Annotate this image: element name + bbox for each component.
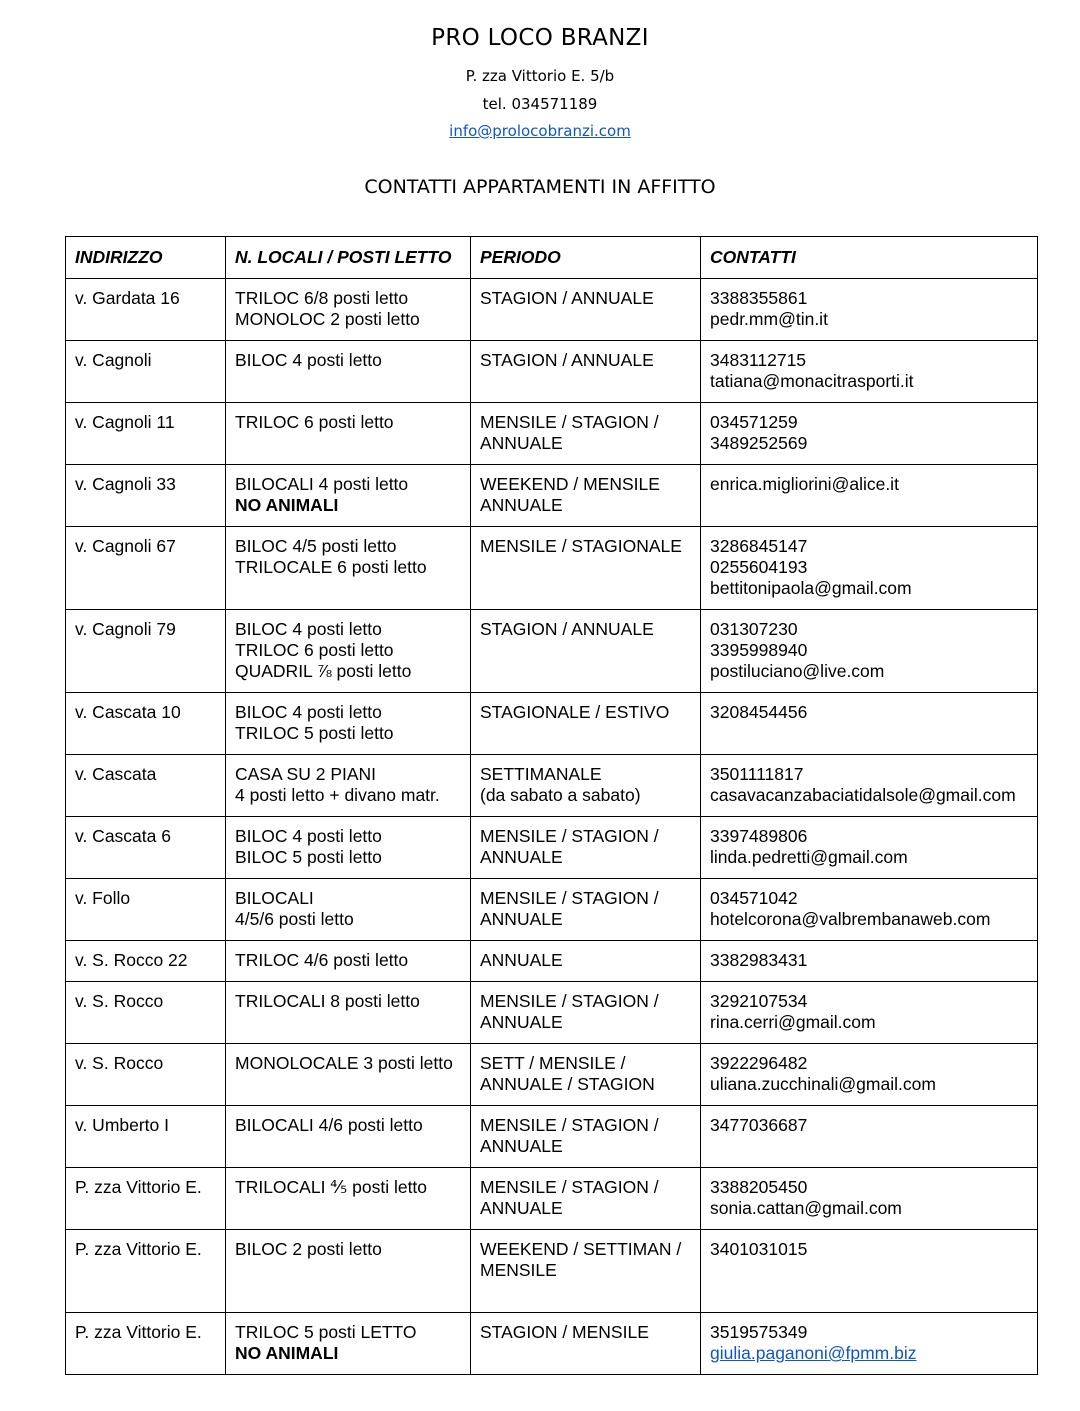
period-cell bbox=[471, 879, 701, 941]
period-line: MENSILE / STAGIONALE bbox=[480, 536, 682, 556]
table-row bbox=[66, 610, 1038, 693]
contacts-cell bbox=[701, 1044, 1038, 1106]
period-line: ANNUALE bbox=[480, 1136, 563, 1156]
rooms-cell bbox=[226, 1168, 471, 1230]
contacts-line: 3519575349 bbox=[710, 1322, 808, 1342]
contacts-line: 3286845147 bbox=[710, 536, 808, 556]
period-cell bbox=[471, 755, 701, 817]
contacts-cell bbox=[701, 465, 1038, 527]
address-cell: P. zza Vittorio E. bbox=[66, 1230, 226, 1313]
contacts-cell bbox=[701, 1168, 1038, 1230]
period-line: (da sabato a sabato) bbox=[480, 785, 641, 805]
rooms-line: TRILOC 6 posti letto bbox=[235, 640, 394, 660]
period-line: SETT / MENSILE / bbox=[480, 1053, 626, 1073]
contacts-line: 3395998940 bbox=[710, 640, 808, 660]
rooms-line: TRILOCALI ⅘ posti letto bbox=[235, 1177, 428, 1197]
contacts-cell bbox=[701, 1106, 1038, 1168]
column-header-address: INDIRIZZO bbox=[66, 237, 226, 279]
contacts-line: 034571259 bbox=[710, 412, 798, 432]
table-row bbox=[66, 1106, 1038, 1168]
address-cell: v. Cascata bbox=[66, 755, 226, 817]
contacts-line: 3489252569 bbox=[710, 433, 808, 453]
address-cell: v. S. Rocco 22 bbox=[66, 941, 226, 982]
period-line: ANNUALE bbox=[480, 495, 563, 515]
rooms-line: BILOC 2 posti letto bbox=[235, 1239, 382, 1259]
contacts-line: 3401031015 bbox=[710, 1239, 808, 1259]
contacts-line: 3382983431 bbox=[710, 950, 808, 970]
address-cell: v. Cascata 6 bbox=[66, 817, 226, 879]
rooms-line: TRILOC 4/6 posti letto bbox=[235, 950, 409, 970]
period-cell bbox=[471, 693, 701, 755]
period-cell bbox=[471, 1230, 701, 1313]
period-line: MENSILE / STAGION / bbox=[480, 991, 659, 1011]
address-cell: v. Cagnoli 11 bbox=[66, 403, 226, 465]
rooms-cell bbox=[226, 817, 471, 879]
contacts-line: enrica.migliorini@alice.it bbox=[710, 474, 899, 494]
contacts-line: tatiana@monacitrasporti.it bbox=[710, 371, 914, 391]
address-cell: v. S. Rocco bbox=[66, 1044, 226, 1106]
period-line: WEEKEND / SETTIMAN / bbox=[480, 1239, 682, 1259]
contacts-cell bbox=[701, 1230, 1038, 1313]
period-cell bbox=[471, 1313, 701, 1375]
period-cell bbox=[471, 817, 701, 879]
rentals-table bbox=[65, 236, 1038, 1375]
table-row bbox=[66, 1044, 1038, 1106]
table-row bbox=[66, 403, 1038, 465]
period-line: MENSILE / STAGION / bbox=[480, 888, 659, 908]
contacts-line: 031307230 bbox=[710, 619, 798, 639]
rooms-line: 4/5/6 posti letto bbox=[235, 909, 354, 929]
table-row bbox=[66, 755, 1038, 817]
period-line: ANNUALE bbox=[480, 433, 563, 453]
period-line: ANNUALE / STAGION bbox=[480, 1074, 655, 1094]
period-line: STAGION / ANNUALE bbox=[480, 350, 654, 370]
rooms-line: CASA SU 2 PIANI bbox=[235, 764, 377, 784]
rooms-line: BILOC 5 posti letto bbox=[235, 847, 382, 867]
table-row bbox=[66, 341, 1038, 403]
document-title: CONTATTI APPARTAMENTI IN AFFITTO bbox=[364, 176, 716, 198]
contacts-cell bbox=[701, 1313, 1038, 1375]
address-cell: v. Umberto I bbox=[66, 1106, 226, 1168]
period-cell bbox=[471, 465, 701, 527]
org-email bbox=[0, 122, 1080, 140]
rooms-cell bbox=[226, 527, 471, 610]
period-line: STAGION / ANNUALE bbox=[480, 619, 654, 639]
address-cell: v. Cagnoli bbox=[66, 341, 226, 403]
rooms-line: BILOCALI 4/6 posti letto bbox=[235, 1115, 423, 1135]
period-line: ANNUALE bbox=[480, 847, 563, 867]
period-cell bbox=[471, 982, 701, 1044]
period-cell bbox=[471, 341, 701, 403]
period-line: SETTIMANALE bbox=[480, 764, 602, 784]
rooms-cell bbox=[226, 465, 471, 527]
period-cell bbox=[471, 279, 701, 341]
address-cell: v. Cagnoli 79 bbox=[66, 610, 226, 693]
contacts-cell bbox=[701, 982, 1038, 1044]
rooms-line: BILOCALI 4 posti letto bbox=[235, 474, 409, 494]
address-cell: P. zza Vittorio E. bbox=[66, 1168, 226, 1230]
rooms-line: QUADRIL ⅞ posti letto bbox=[235, 661, 412, 681]
rooms-line: BILOCALI bbox=[235, 888, 314, 908]
table-row bbox=[66, 693, 1038, 755]
contacts-line: bettitonipaola@gmail.com bbox=[710, 578, 912, 598]
rooms-cell bbox=[226, 879, 471, 941]
contacts-line: 0255604193 bbox=[710, 557, 808, 577]
org-email-link[interactable]: info@prolocobranzi.com bbox=[449, 122, 631, 140]
rooms-cell bbox=[226, 610, 471, 693]
table-row bbox=[66, 527, 1038, 610]
table-row bbox=[66, 982, 1038, 1044]
contacts-cell bbox=[701, 879, 1038, 941]
period-line: MENSILE / STAGION / bbox=[480, 1115, 659, 1135]
period-cell bbox=[471, 610, 701, 693]
rooms-line: BILOC 4 posti letto bbox=[235, 702, 382, 722]
contacts-line: 3477036687 bbox=[710, 1115, 808, 1135]
column-header-contacts: CONTATTI bbox=[701, 237, 1038, 279]
period-line: MENSILE / STAGION / bbox=[480, 1177, 659, 1197]
period-line: STAGION / ANNUALE bbox=[480, 288, 654, 308]
rooms-line: BILOC 4 posti letto bbox=[235, 619, 382, 639]
contacts-line: 3397489806 bbox=[710, 826, 808, 846]
contacts-line: casavacanzabaciatidalsole@gmail.com bbox=[710, 785, 1016, 805]
column-header-rooms: N. LOCALI / POSTI LETTO bbox=[226, 237, 471, 279]
rooms-cell bbox=[226, 1230, 471, 1313]
table-row bbox=[66, 879, 1038, 941]
period-line: ANNUALE bbox=[480, 1012, 563, 1032]
contacts-line: 3501111817 bbox=[710, 764, 804, 784]
rooms-cell bbox=[226, 941, 471, 982]
period-cell bbox=[471, 941, 701, 982]
rooms-line: 4 posti letto + divano matr. bbox=[235, 785, 440, 805]
contacts-line: rina.cerri@gmail.com bbox=[710, 1012, 876, 1032]
table-header-row bbox=[66, 237, 1038, 279]
contacts-cell bbox=[701, 403, 1038, 465]
rooms-line: TRILOC 5 posti letto bbox=[235, 723, 394, 743]
period-cell bbox=[471, 403, 701, 465]
rooms-line: TRILOCALI 8 posti letto bbox=[235, 991, 420, 1011]
contacts-cell bbox=[701, 693, 1038, 755]
contacts-cell bbox=[701, 527, 1038, 610]
period-line: STAGION / MENSILE bbox=[480, 1322, 649, 1342]
address-cell: v. S. Rocco bbox=[66, 982, 226, 1044]
contacts-cell bbox=[701, 755, 1038, 817]
period-line: STAGIONALE / ESTIVO bbox=[480, 702, 670, 722]
rooms-line: NO ANIMALI bbox=[235, 1343, 339, 1363]
contacts-cell bbox=[701, 279, 1038, 341]
rooms-cell bbox=[226, 403, 471, 465]
contacts-line: 3388355861 bbox=[710, 288, 808, 308]
address-cell: v. Cascata 10 bbox=[66, 693, 226, 755]
contacts-line: 3292107534 bbox=[710, 991, 808, 1011]
period-line: MENSILE / STAGION / bbox=[480, 826, 659, 846]
contacts-line: 3922296482 bbox=[710, 1053, 808, 1073]
contacts-line: 3388205450 bbox=[710, 1177, 808, 1197]
table-row bbox=[66, 1313, 1038, 1375]
rooms-cell bbox=[226, 755, 471, 817]
rooms-cell bbox=[226, 279, 471, 341]
table-row bbox=[66, 817, 1038, 879]
period-cell bbox=[471, 1106, 701, 1168]
rooms-cell bbox=[226, 1106, 471, 1168]
rooms-cell bbox=[226, 341, 471, 403]
period-line: ANNUALE bbox=[480, 950, 563, 970]
contacts-line: hotelcorona@valbrembanaweb.com bbox=[710, 909, 991, 929]
org-phone: tel. 034571189 bbox=[482, 95, 598, 113]
rooms-line: BILOC 4/5 posti letto bbox=[235, 536, 397, 556]
table-row bbox=[66, 941, 1038, 982]
rooms-line: TRILOC 6/8 posti letto bbox=[235, 288, 409, 308]
period-line: WEEKEND / MENSILE bbox=[480, 474, 660, 494]
contacts-cell bbox=[701, 817, 1038, 879]
period-cell bbox=[471, 1044, 701, 1106]
period-line: ANNUALE bbox=[480, 1198, 563, 1218]
contacts-cell bbox=[701, 341, 1038, 403]
rooms-line: BILOC 4 posti letto bbox=[235, 826, 382, 846]
rooms-line: BILOC 4 posti letto bbox=[235, 350, 382, 370]
period-line: MENSILE bbox=[480, 1260, 557, 1280]
contacts-line: sonia.cattan@gmail.com bbox=[710, 1198, 902, 1218]
contacts-cell bbox=[701, 941, 1038, 982]
org-address: P. zza Vittorio E. 5/b bbox=[465, 67, 615, 85]
rooms-line: MONOLOCALE 3 posti letto bbox=[235, 1053, 453, 1073]
contacts-line: 034571042 bbox=[710, 888, 798, 908]
table-row bbox=[66, 1230, 1038, 1313]
rooms-line: TRILOC 6 posti letto bbox=[235, 412, 394, 432]
contacts-line: postiluciano@live.com bbox=[710, 661, 885, 681]
rooms-cell bbox=[226, 693, 471, 755]
rooms-line: NO ANIMALI bbox=[235, 495, 339, 515]
contacts-line: 3483112715 bbox=[710, 350, 807, 370]
contacts-line: 3208454456 bbox=[710, 702, 808, 722]
contacts-line: linda.pedretti@gmail.com bbox=[710, 847, 908, 867]
period-cell bbox=[471, 527, 701, 610]
table-row bbox=[66, 1168, 1038, 1230]
contact-email-link[interactable]: giulia.paganoni@fpmm.biz bbox=[710, 1343, 917, 1363]
address-cell: v. Follo bbox=[66, 879, 226, 941]
rooms-cell bbox=[226, 1313, 471, 1375]
contacts-line: uliana.zucchinali@gmail.com bbox=[710, 1074, 936, 1094]
period-line: MENSILE / STAGION / bbox=[480, 412, 659, 432]
period-line: ANNUALE bbox=[480, 909, 563, 929]
address-cell: v. Cagnoli 33 bbox=[66, 465, 226, 527]
rooms-line: MONOLOC 2 posti letto bbox=[235, 309, 420, 329]
contacts-line: pedr.mm@tin.it bbox=[710, 309, 828, 329]
contacts-cell bbox=[701, 610, 1038, 693]
rooms-cell bbox=[226, 1044, 471, 1106]
rooms-line: TRILOCALE 6 posti letto bbox=[235, 557, 427, 577]
period-cell bbox=[471, 1168, 701, 1230]
table-row bbox=[66, 465, 1038, 527]
address-cell: v. Cagnoli 67 bbox=[66, 527, 226, 610]
rooms-line: TRILOC 5 posti LETTO bbox=[235, 1322, 417, 1342]
org-title: PRO LOCO BRANZI bbox=[431, 25, 649, 51]
column-header-period: PERIODO bbox=[471, 237, 701, 279]
address-cell: v. Gardata 16 bbox=[66, 279, 226, 341]
address-cell: P. zza Vittorio E. bbox=[66, 1313, 226, 1375]
table-row bbox=[66, 279, 1038, 341]
rooms-cell bbox=[226, 982, 471, 1044]
